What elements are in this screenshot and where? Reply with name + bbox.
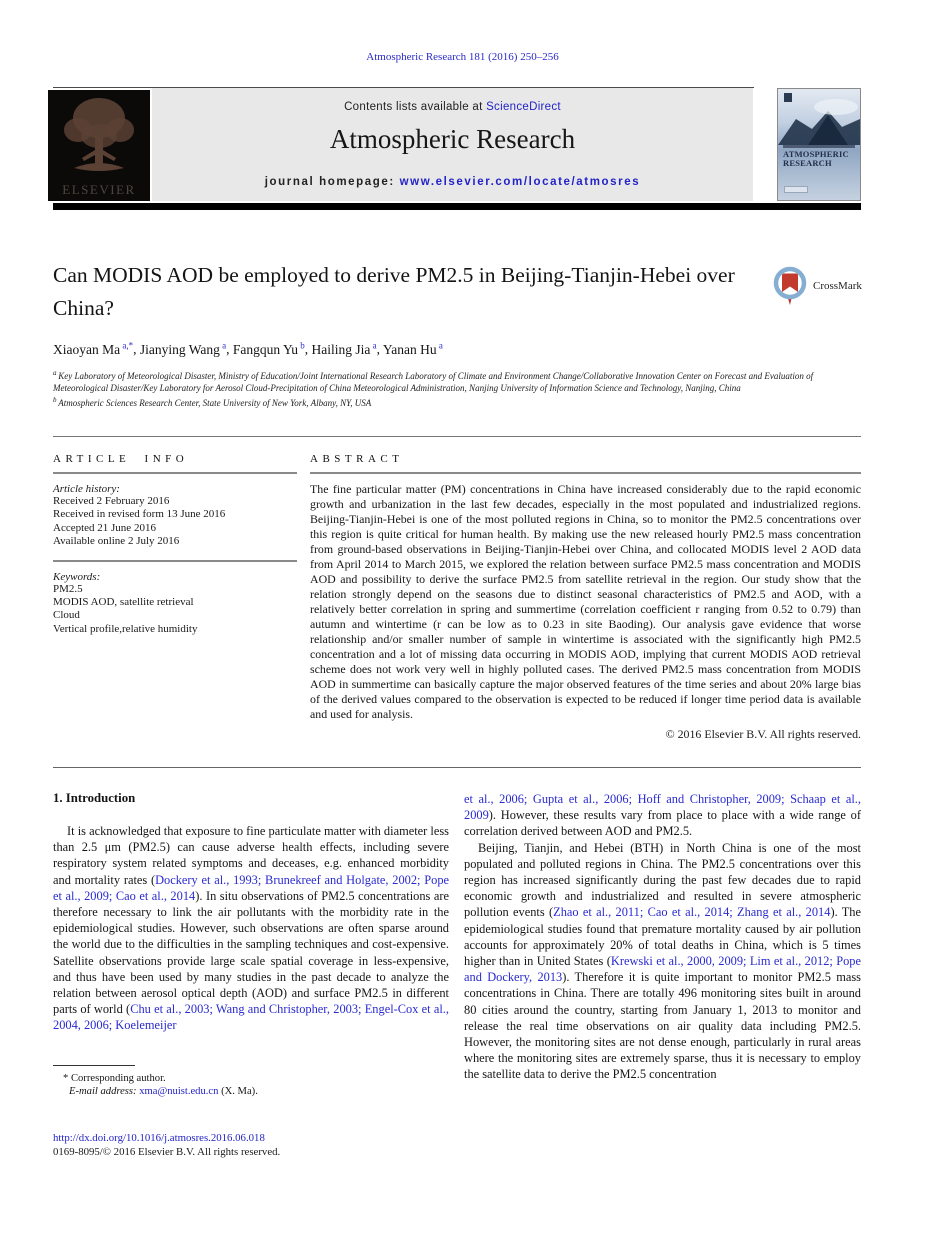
article-history-item: Received 2 February 2016 [53,495,170,507]
body-text: It is acknowledged that exposure to fine particulate matter with diameter less than 2.5 μm (PM2.5) can cause adverse health effects, including severe respiratory system related symptoms and deceases, e.g. enhanced morbidity and mortality rates ( [53,824,449,887]
affiliation-rule [53,436,861,437]
body-text: ). Therefore it is quite important to monitor PM2.5 mass concentrations in China. There are totally 496 monitoring sites built in around 80 cities around the country, starting from January 1, 2013 to monitor and release the real time observations on air quality data including PM2.5. However, the monitoring sites are not dense enough, particularly in rural areas where the monitoring sites are extremely sparse, thus it is necessary to employ the satellite data to derive the PM2.5 concentration [464,970,861,1082]
keyword-item: Vertical profile,relative humidity [53,622,198,635]
author: Fangqun Yu $^b$ [232,340,305,357]
citation-link[interactable]: et al., 2006; Gupta et al., 2006; Hoff and Christopher, 2009; Schaap et al., 2009 [464,792,861,823]
keyword-item: Cloud [53,609,80,622]
abstract-bottom-rule [53,767,861,768]
author-affiliation-sup: a [219,340,227,350]
article-history-list [53,495,297,549]
intro-paragraph-right-1 [464,791,861,840]
author: Yanan Hu $^a$ [382,340,443,357]
article-history-item: Received in revised form 13 June 2016 [53,508,226,521]
body-left-column [53,791,449,1034]
article-info-column [53,453,297,636]
affiliation-list [53,368,861,410]
header-thick-rule [53,203,861,210]
cover-title: ATMOSPHERIC RESEARCH [783,149,849,168]
cover-publisher-mark [784,186,808,193]
contents-line-text: Contents lists available at [344,101,487,113]
homepage-line [152,176,753,188]
keyword-item: PM2.5 [53,582,83,595]
crossmark-badge[interactable] [772,266,887,306]
abstract-copyright: © 2016 Elsevier B.V. All rights reserved. [665,727,861,741]
body-right-column [464,791,861,1083]
elsevier-wordmark: ELSEVIER [62,182,136,197]
journal-title: Atmospheric Research [329,124,576,154]
contents-line [152,101,753,113]
intro-paragraph-right-2 [464,840,861,1083]
email-label: E-mail address: [69,1086,137,1097]
section-heading-introduction: 1. Introduction [53,791,136,805]
author-list: Xiaoyan Ma $^{a,*}$, Jianying Wang $^a$, Fangqun Yu $^b$, Hailing Jia $^a$, Yanan Hu $^a$ [53,340,443,357]
journal-banner [152,88,753,201]
keyword-item: MODIS AOD, satellite retrieval [53,596,194,609]
journal-cover [777,88,861,201]
abstract-heading: ABSTRACT [310,453,404,465]
affiliation: $^a$ Key Laboratory of Meteorological Disaster, Ministry of Education/Joint International Research Laboratory of Climate and Environment Change/Collaborative Innovation Center on Forecast and Evaluation of Meteorological Disaster/Key Laboratory for Aerosol Cloud-Precipitation of China Meteorological Administration, Nanjing University of Information Science and Technology, Nanjing, China [53,369,814,393]
elsevier-logo[interactable] [48,90,150,201]
affiliation: $^b$ Atmospheric Sciences Research Center, State University of New York, Albany, NY, USA [53,395,372,408]
author-affiliation-sup: b [298,340,305,350]
issn-line: 0169-8095/© 2016 Elsevier B.V. All rights reserved. [53,1145,281,1158]
article-history-item: Accepted 21 June 2016 [53,521,156,534]
keywords-label: Keywords: [53,570,101,583]
article-info-heading: ARTICLE INFO [53,453,189,465]
divider [53,472,297,474]
page-citation: Atmospheric Research 181 (2016) 250–256 [366,51,559,63]
citation-link[interactable]: Krewski et al., 2000, 2009; Lim et al., 2012; Pope and Dockery, 2013 [464,954,862,985]
body-text: ). However, these results vary from place to place with a wide range of correlation derived between AOD and PM2.5. [464,808,861,839]
footnote-block [53,1065,449,1097]
homepage-link[interactable]: www.elsevier.com/locate/atmosres [399,176,641,188]
footnote-text: Corresponding author. [68,1073,166,1084]
sciencedirect-link[interactable]: ScienceDirect [486,101,561,113]
crossmark-icon [772,266,808,306]
article-history-label: Article history: [53,483,120,495]
citation-link[interactable]: Zhao et al., 2011; Cao et al., 2014; Zhang et al., 2014 [553,905,831,920]
abstract-column [310,453,861,742]
author: Hailing Jia $^a$ [311,340,377,357]
keywords-list [53,583,297,637]
footnote-rule [53,1065,135,1066]
citation-link[interactable]: Dockery et al., 1993; Brunekreef and Holgate, 2002; Pope et al., 2009; Cao et al., 2014 [53,872,450,903]
email-suffix: (X. Ma). [218,1086,258,1097]
divider [310,472,861,474]
corresponding-author-note [53,1073,449,1084]
footnote-marker: * [63,1073,69,1084]
article-history-item: Available online 2 July 2016 [53,535,180,548]
citation-link[interactable]: Chu et al., 2003; Wang and Christopher, 2003; Engel-Cox et al., 2004, 2006; Koelemeijer [53,1002,450,1033]
author: Jianying Wang $^a$ [139,340,227,357]
divider [53,560,297,562]
body-text: ). In situ observations of PM2.5 concentrations are therefore necessary to link the air pollutants with the morbidity rate in the epidemiological studies. However, such observations are often sparse around the world due to the difficulties in the sampling techniques and cost-expensive. Satellite observations provide large scale spatial coverage in less-expensive, and thus have been used by many studies in the past decade to analyze the relation between aerosol optical depth (AOD) and surface PM2.5 in different parts of world ( [53,888,449,1017]
footer-block [53,1132,280,1159]
body-text: ). The epidemiological studies found that premature mortality caused by air pollution accounts for approximately 20% of total deaths in China, which is 5 times higher than in United States ( [464,905,861,969]
author-affiliation-sup: a,* [120,340,134,350]
article-title: Can MODIS AOD be employed to derive PM2.5 in Beijing-Tianjin-Hebei over China? [53,263,735,320]
author-affiliation-sup: a [436,340,443,350]
email-line [53,1086,449,1097]
author: Xiaoyan Ma $^{a,*}$ [53,340,134,357]
homepage-label: journal homepage: [264,176,400,188]
email-link[interactable]: xma@nuist.edu.cn [139,1086,219,1097]
intro-paragraph-left [53,823,449,1034]
doi-link[interactable]: http://dx.doi.org/10.1016/j.atmosres.2016.06.018 [53,1132,265,1144]
abstract-text: The fine particular matter (PM) concentrations in China have increased considerably due to the rapid economic growth and urbanization in the last few decades, especially in the most populated and industrialized regions. Beijing-Tianjin-Hebei is one of the most polluted regions in China, so to monitor the PM2.5 concentrations over this region is quite critical for human health. By making use the new released hourly PM2.5 mass concentration from ground-based observations in Beijing-Tianjin-Hebei over China, and collocated MODIS level 2 AOD data from April 2014 to March 2015, we explored the relation between surface PM2.5 mass concentration and MODIS AOD and possibility to derive the surface PM2.5 from satellite retrieval in the region. Our study show that the relation strongly depend on the seasons due to distinct seasonal characteristics of PM2.5 and AOD, with a relatively better correlation in spring and summertime (correlation coefficient r ranging from 0.52 to 0.79) than autumn and wintertime (r can be low as to 0.23 in site Baoding). Our analysis gave evidence that worse relationship and/or smaller number of sample in wintertime is associated with the significantly high PM2.5 concentration and a lot of missing data occurring in MODIS AOD, implying that current MODIS AOD retrieval scheme does not work very well in highly polluted cases. The derived PM2.5 mass concentration from MODIS AOD in summertime can basically capture the major observed features of the time series and about 20% large bias of the derived values compared to the observation is expected to be reduced if longer time period data is available and used for analysis. [310,482,861,721]
elsevier-tree-icon [54,92,144,178]
body-text: Beijing, Tianjin, and Hebei (BTH) in North China is one of the most populated and polluted regions in China. The PM2.5 concentrations over this region has increased significantly during the past few decades due to rapid economic growth and industrialized and resulted in severe atmospheric pollution events ( [464,840,861,920]
crossmark-label: CrossMark [813,280,862,292]
cover-strip [783,145,855,148]
author-affiliation-sup: a [370,340,377,350]
